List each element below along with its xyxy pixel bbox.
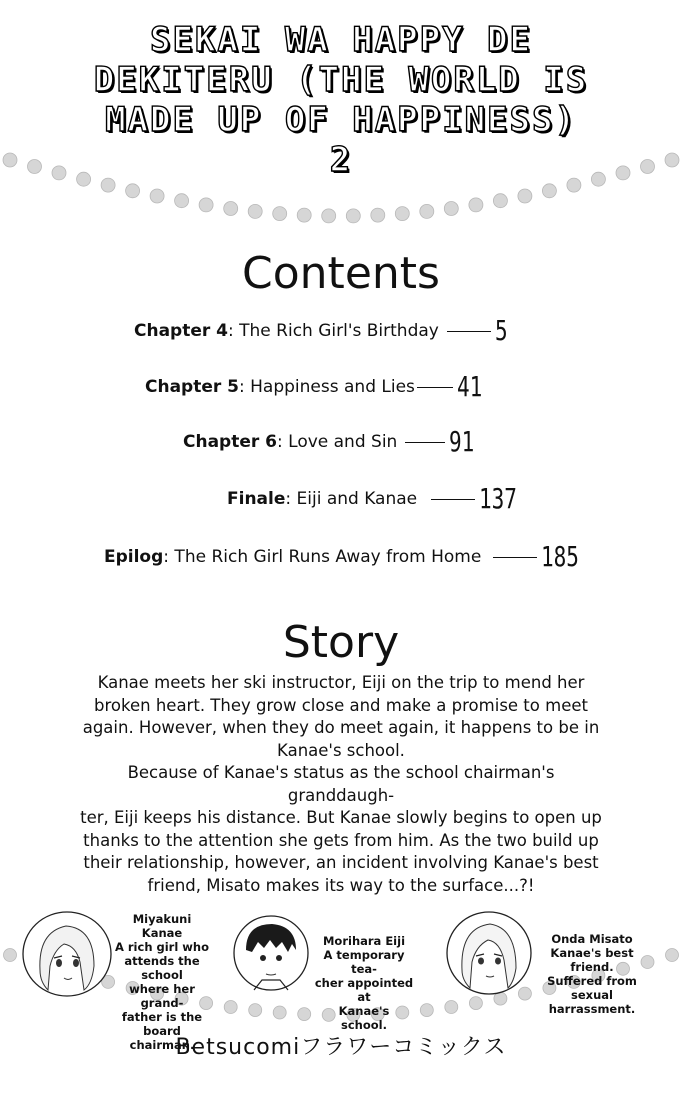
toc-chapter-label: Chapter 6 (183, 432, 278, 452)
character-desc-line: father is the board (121, 1010, 203, 1038)
toc-row (134, 314, 512, 350)
decoration-dot (175, 194, 189, 208)
decoration-dot (371, 208, 385, 222)
decoration-dot (444, 202, 458, 216)
decoration-dot (420, 1004, 433, 1017)
decoration-dot (641, 160, 655, 174)
story-line: broken heart. They grow close and make a promise to meet (94, 695, 588, 715)
toc-leader (405, 442, 445, 443)
decoration-dot (665, 153, 679, 167)
toc-row (145, 370, 491, 406)
character-desc-line: attends the school (124, 954, 200, 982)
toc-row (104, 540, 592, 576)
toc-chapter-title: : Love and Sin (277, 432, 398, 452)
portrait-misato (444, 910, 534, 996)
decoration-dot (3, 153, 17, 167)
toc-page-number: 185 (541, 540, 580, 573)
toc-chapter-label: Chapter 5 (145, 377, 240, 397)
toc-leader (447, 331, 491, 332)
character-desc-line: chairman. (129, 1038, 195, 1052)
decoration-dot (298, 1008, 311, 1021)
toc-chapter-title: : The Rich Girl Runs Away from Home (163, 547, 482, 567)
character-desc-line: Suffered from sexual (547, 974, 637, 1002)
toc-page-number: 41 (456, 370, 483, 403)
character-name: Morihara Eiji (322, 934, 406, 948)
story-line: thanks to the attention she gets from him. As the two build up (83, 830, 599, 850)
decoration-dot (322, 209, 336, 223)
decoration-dot (273, 1006, 286, 1019)
story-line: again. However, when they do meet again, it happens to be in (82, 718, 600, 737)
decoration-dot (249, 1004, 262, 1017)
story-line: friend, Misato makes its way to the surface...?! (147, 875, 535, 895)
decoration-dot (224, 1001, 237, 1014)
portrait-eiji (232, 914, 310, 992)
toc-leader (493, 557, 537, 558)
story-line: Because of Kanae's status as the school chairman's granddaugh- (127, 763, 555, 805)
title-line-1: SEKAI WA HAPPY DE (150, 20, 532, 60)
decoration-dot (150, 189, 164, 203)
volume-number: 2 (329, 140, 353, 180)
toc-chapter-label: Finale (227, 489, 286, 509)
portrait-kanae (20, 910, 114, 998)
decoration-dot (395, 207, 409, 221)
contents-heading: Contents (242, 248, 440, 299)
decoration-dot (493, 194, 507, 208)
character-desc-line: cher appointed at (314, 976, 414, 1004)
character-desc-line: A temporary tea- (323, 948, 405, 976)
toc-chapter-title: : Eiji and Kanae (285, 489, 418, 509)
decoration-dot (666, 949, 679, 962)
toc-row (227, 482, 530, 518)
decoration-dot (445, 1001, 458, 1014)
toc-page-number: 137 (479, 482, 518, 515)
toc-page-number: 5 (494, 314, 508, 347)
decoration-dot (542, 184, 556, 198)
character-desc-line: where her grand- (129, 982, 195, 1010)
decoration-dot (101, 178, 115, 192)
character-desc-line: A rich girl who (114, 940, 210, 954)
story-line: ter, Eiji keeps his distance. But Kanae slowly begins to open up (80, 808, 602, 827)
story-line: their relationship, however, an incident involving Kanae's best (83, 853, 599, 872)
character-eiji (314, 934, 414, 1032)
title-line-2: DEKITERU (THE WORLD IS (93, 60, 589, 100)
title-line-3: MADE UP OF HAPPINESS) (105, 100, 577, 140)
toc-leader (417, 387, 453, 388)
toc-row (183, 425, 483, 461)
character-desc-line: Kanae's school. (338, 1004, 390, 1032)
decoration-dot (126, 184, 140, 198)
story-heading: Story (282, 617, 400, 668)
decoration-dot (469, 997, 482, 1010)
decoration-dot (567, 178, 581, 192)
decoration-dot (224, 202, 238, 216)
character-desc-line: Kanae's best friend. (550, 946, 634, 974)
toc-chapter-title: : Happiness and Lies (239, 377, 415, 397)
publisher-label: Betsucomiフラワーコミックス (175, 1035, 507, 1060)
toc-leader (431, 499, 475, 500)
decoration-dot (518, 189, 532, 203)
decoration-dot (469, 198, 483, 212)
decoration-dot (346, 209, 360, 223)
character-desc-line: harrassment. (548, 1002, 636, 1016)
decoration-dot (4, 949, 17, 962)
decoration-dot (297, 208, 311, 222)
character-misato (534, 932, 650, 1016)
character-name: Miyakuni Kanae (132, 912, 192, 940)
decoration-dot (273, 207, 287, 221)
toc-chapter-title: : The Rich Girl's Birthday (228, 321, 439, 341)
toc-page-number: 91 (449, 425, 475, 458)
series-title (60, 20, 622, 180)
decoration-dot (199, 198, 213, 212)
decoration-dot (420, 204, 434, 218)
decoration-dot (28, 160, 42, 174)
toc-chapter-label: Chapter 4 (134, 321, 229, 341)
story-synopsis (80, 672, 602, 897)
story-line: Kanae meets her ski instructor, Eiji on the trip to mend her (97, 673, 585, 692)
character-name: Onda Misato (551, 932, 633, 946)
story-line: Kanae's school. (277, 740, 405, 760)
decoration-dot (248, 204, 262, 218)
toc-chapter-label: Epilog (104, 547, 164, 567)
